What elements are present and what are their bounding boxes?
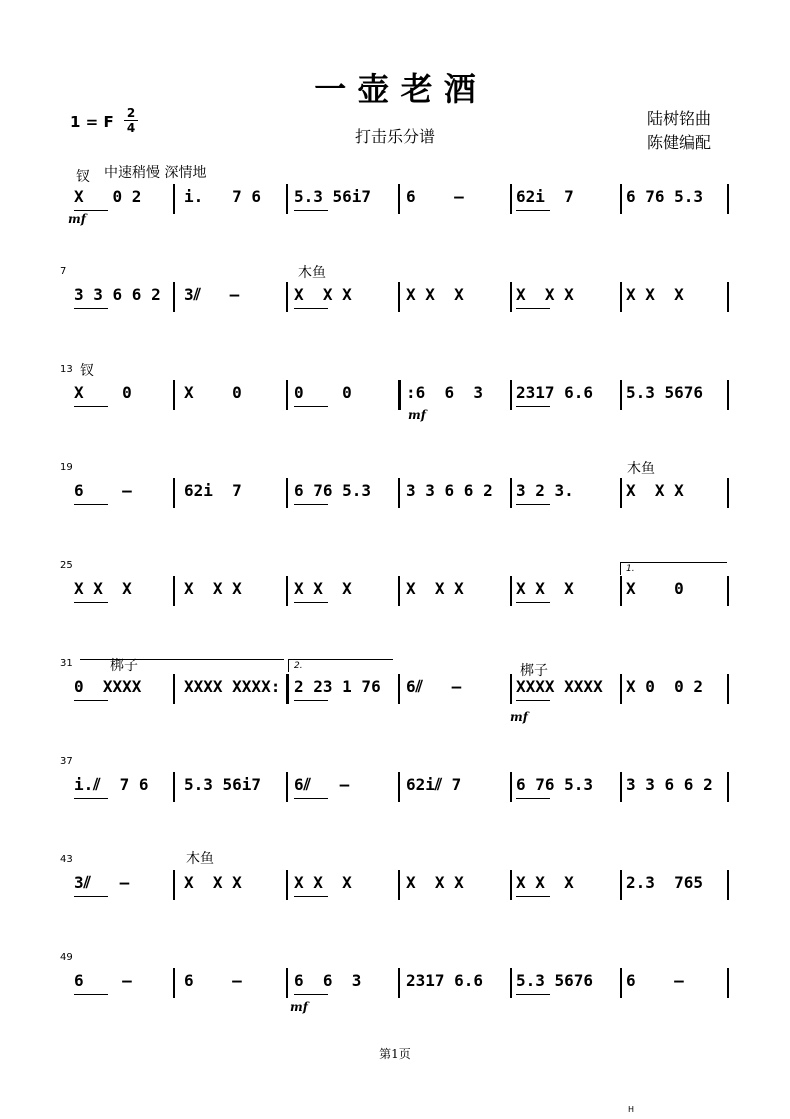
measure: 6 6 3 xyxy=(294,971,362,990)
barline xyxy=(398,674,400,704)
measure: 62i⫽ 7 xyxy=(406,775,462,794)
barline xyxy=(173,576,175,606)
measure: X X X xyxy=(516,579,574,598)
barline xyxy=(173,282,175,312)
barline xyxy=(510,380,512,410)
measure: i. 7 6 xyxy=(184,187,262,206)
measure: 2317 6.6 xyxy=(516,383,594,402)
barline xyxy=(510,772,512,802)
barline xyxy=(620,968,622,998)
underline-beam xyxy=(74,308,108,309)
measure-number: 37 xyxy=(60,756,73,767)
measure: X 0 xyxy=(184,383,242,402)
measure: X X X xyxy=(406,285,464,304)
underline-beam xyxy=(516,896,550,897)
barline xyxy=(620,478,622,508)
barline xyxy=(510,870,512,900)
barline xyxy=(286,576,288,606)
measure: X X X xyxy=(626,481,684,500)
underline-beam xyxy=(74,210,108,211)
underline-beam xyxy=(74,602,108,603)
tempo-marking: 中速稍慢 深情地 xyxy=(104,165,207,181)
key-signature: 1 = F xyxy=(70,113,114,131)
measure: X X X xyxy=(184,579,242,598)
measure: X X X xyxy=(406,873,464,892)
barline xyxy=(510,282,512,312)
measure: XXXX XXXX: xyxy=(184,677,281,696)
instrument-label-cha: 钗 xyxy=(76,169,90,185)
measure-number: 7 xyxy=(60,266,67,277)
underline-beam xyxy=(516,700,550,701)
barline xyxy=(398,282,400,312)
barline xyxy=(286,772,288,802)
barline xyxy=(620,674,622,704)
barline xyxy=(620,282,622,312)
underline-beam xyxy=(74,896,108,897)
measure: XXXX XXXX xyxy=(516,677,603,696)
measure: X 0 2 xyxy=(74,187,142,206)
measure: X X X xyxy=(184,873,242,892)
measure: 3⫽ – xyxy=(184,285,240,304)
measure: 5.3 5676 xyxy=(626,383,704,402)
underline-beam xyxy=(516,308,550,309)
measure: X X X xyxy=(626,285,684,304)
barline xyxy=(398,870,400,900)
dynamic-mf: mf xyxy=(510,710,528,724)
time-signature-top: 2 xyxy=(124,106,138,121)
measure: 6 76 5.3 xyxy=(626,187,704,206)
underline-beam xyxy=(294,504,328,505)
instrument-label-bangzi: 梆子 xyxy=(110,658,138,674)
measure-number: 19 xyxy=(60,462,73,473)
volta-bracket-1 xyxy=(620,562,727,575)
dynamic-mf: mf xyxy=(68,212,86,226)
barline xyxy=(286,674,289,704)
barline xyxy=(173,380,175,410)
barline xyxy=(727,772,729,802)
barline xyxy=(286,870,288,900)
barline xyxy=(173,772,175,802)
measure: 2.3 765 xyxy=(626,873,704,892)
measure-number: 43 xyxy=(60,854,73,865)
underline-beam xyxy=(294,994,328,995)
measure: 2317 6.6 xyxy=(406,971,484,990)
barline xyxy=(510,576,512,606)
barline xyxy=(727,380,729,410)
measure: X X X xyxy=(294,285,352,304)
measure: 2 23 1 76 xyxy=(294,677,381,696)
barline xyxy=(398,968,400,998)
barline xyxy=(173,478,175,508)
instrument-label-muyu: 木鱼 xyxy=(186,851,214,867)
measure: i.⫽ 7 6 xyxy=(74,775,149,794)
underline-beam xyxy=(516,798,550,799)
barline xyxy=(173,674,175,704)
barline xyxy=(173,870,175,900)
measure: 6 76 5.3 xyxy=(516,775,594,794)
measure-number: 13 xyxy=(60,364,73,375)
underline-beam xyxy=(74,504,108,505)
underline-beam xyxy=(516,210,550,211)
measure: 6 – xyxy=(406,187,464,206)
measure: 3 3 6 6 2 xyxy=(626,775,713,794)
page-title: 一 壶 老 酒 xyxy=(314,70,476,108)
measure: X 0 0 2 xyxy=(626,677,704,696)
barline xyxy=(286,968,288,998)
underline-beam xyxy=(294,896,328,897)
measure-number: 25 xyxy=(60,560,73,571)
barline xyxy=(510,184,512,214)
barline xyxy=(398,478,400,508)
measure: 3 3 6 6 2 xyxy=(74,285,161,304)
barline xyxy=(727,674,729,704)
measure: 62i 7 xyxy=(516,187,574,206)
barline xyxy=(727,478,729,508)
corner-mark: H xyxy=(628,1105,635,1114)
measure: 6 – xyxy=(626,971,684,990)
barline xyxy=(286,282,288,312)
arranger-credit: 陈健编配 xyxy=(647,133,712,152)
volta-bracket-2 xyxy=(288,659,393,672)
dynamic-mf: mf xyxy=(408,408,426,422)
underline-beam xyxy=(294,602,328,603)
measure: 3⫽ – xyxy=(74,873,130,892)
time-signature-bottom: 4 xyxy=(126,121,136,135)
instrument-label-cha: 钗 xyxy=(80,363,94,379)
barline xyxy=(510,478,512,508)
measure: 6 – xyxy=(74,481,132,500)
measure: 62i 7 xyxy=(184,481,242,500)
underline-beam xyxy=(294,210,328,211)
measure: 5.3 5676 xyxy=(516,971,594,990)
measure: 0 XXXX xyxy=(74,677,142,696)
page-number: 第1页 xyxy=(379,1047,411,1061)
underline-beam xyxy=(516,602,550,603)
instrument-label-bangzi: 梆子 xyxy=(520,663,548,679)
volta-number: 1. xyxy=(626,564,635,574)
measure-number: 31 xyxy=(60,658,73,669)
barline xyxy=(727,870,729,900)
barline xyxy=(620,772,622,802)
measure: 6⫽ – xyxy=(406,677,462,696)
measure: 6 – xyxy=(74,971,132,990)
barline xyxy=(727,576,729,606)
underline-beam xyxy=(516,504,550,505)
barline xyxy=(173,968,175,998)
barline xyxy=(727,968,729,998)
barline xyxy=(398,380,401,410)
measure: :6 6 3 xyxy=(406,383,484,402)
measure: X X X xyxy=(516,873,574,892)
composer-credit: 陆树铭曲 xyxy=(647,109,712,128)
barline xyxy=(727,184,729,214)
measure: X X X xyxy=(294,873,352,892)
underline-beam xyxy=(74,994,108,995)
volta-number: 2. xyxy=(294,661,303,671)
measure: X X X xyxy=(516,285,574,304)
measure: X 0 xyxy=(74,383,132,402)
measure: 3 2 3. xyxy=(516,481,574,500)
underline-beam xyxy=(294,700,328,701)
barline xyxy=(620,184,622,214)
barline xyxy=(510,674,512,704)
measure-number: 49 xyxy=(60,952,73,963)
barline xyxy=(620,380,622,410)
measure: X 0 xyxy=(626,579,684,598)
measure: 6⫽ – xyxy=(294,775,350,794)
measure: 5.3 56i7 xyxy=(184,775,262,794)
barline xyxy=(620,870,622,900)
underline-beam xyxy=(74,700,108,701)
barline xyxy=(286,184,288,214)
underline-beam xyxy=(294,798,328,799)
barline xyxy=(286,478,288,508)
instrument-label-muyu: 木鱼 xyxy=(627,461,655,477)
underline-beam xyxy=(294,308,328,309)
subtitle: 打击乐分谱 xyxy=(354,127,435,146)
barline xyxy=(620,576,622,606)
barline xyxy=(398,576,400,606)
measure: X X X xyxy=(294,579,352,598)
underline-beam xyxy=(74,406,108,407)
measure: 3 3 6 6 2 xyxy=(406,481,493,500)
underline-beam xyxy=(294,406,328,407)
barline xyxy=(286,380,288,410)
barline xyxy=(398,184,400,214)
barline xyxy=(398,772,400,802)
underline-beam xyxy=(516,406,550,407)
barline xyxy=(510,968,512,998)
measure: 0 0 xyxy=(294,383,352,402)
dynamic-mf: mf xyxy=(290,1000,308,1014)
measure: 5.3 56i7 xyxy=(294,187,372,206)
measure: X X X xyxy=(406,579,464,598)
instrument-label-muyu: 木鱼 xyxy=(298,265,326,281)
measure: X X X xyxy=(74,579,132,598)
underline-beam xyxy=(74,798,108,799)
barline xyxy=(727,282,729,312)
barline xyxy=(173,184,175,214)
measure: 6 – xyxy=(184,971,242,990)
measure: 6 76 5.3 xyxy=(294,481,372,500)
underline-beam xyxy=(516,994,550,995)
